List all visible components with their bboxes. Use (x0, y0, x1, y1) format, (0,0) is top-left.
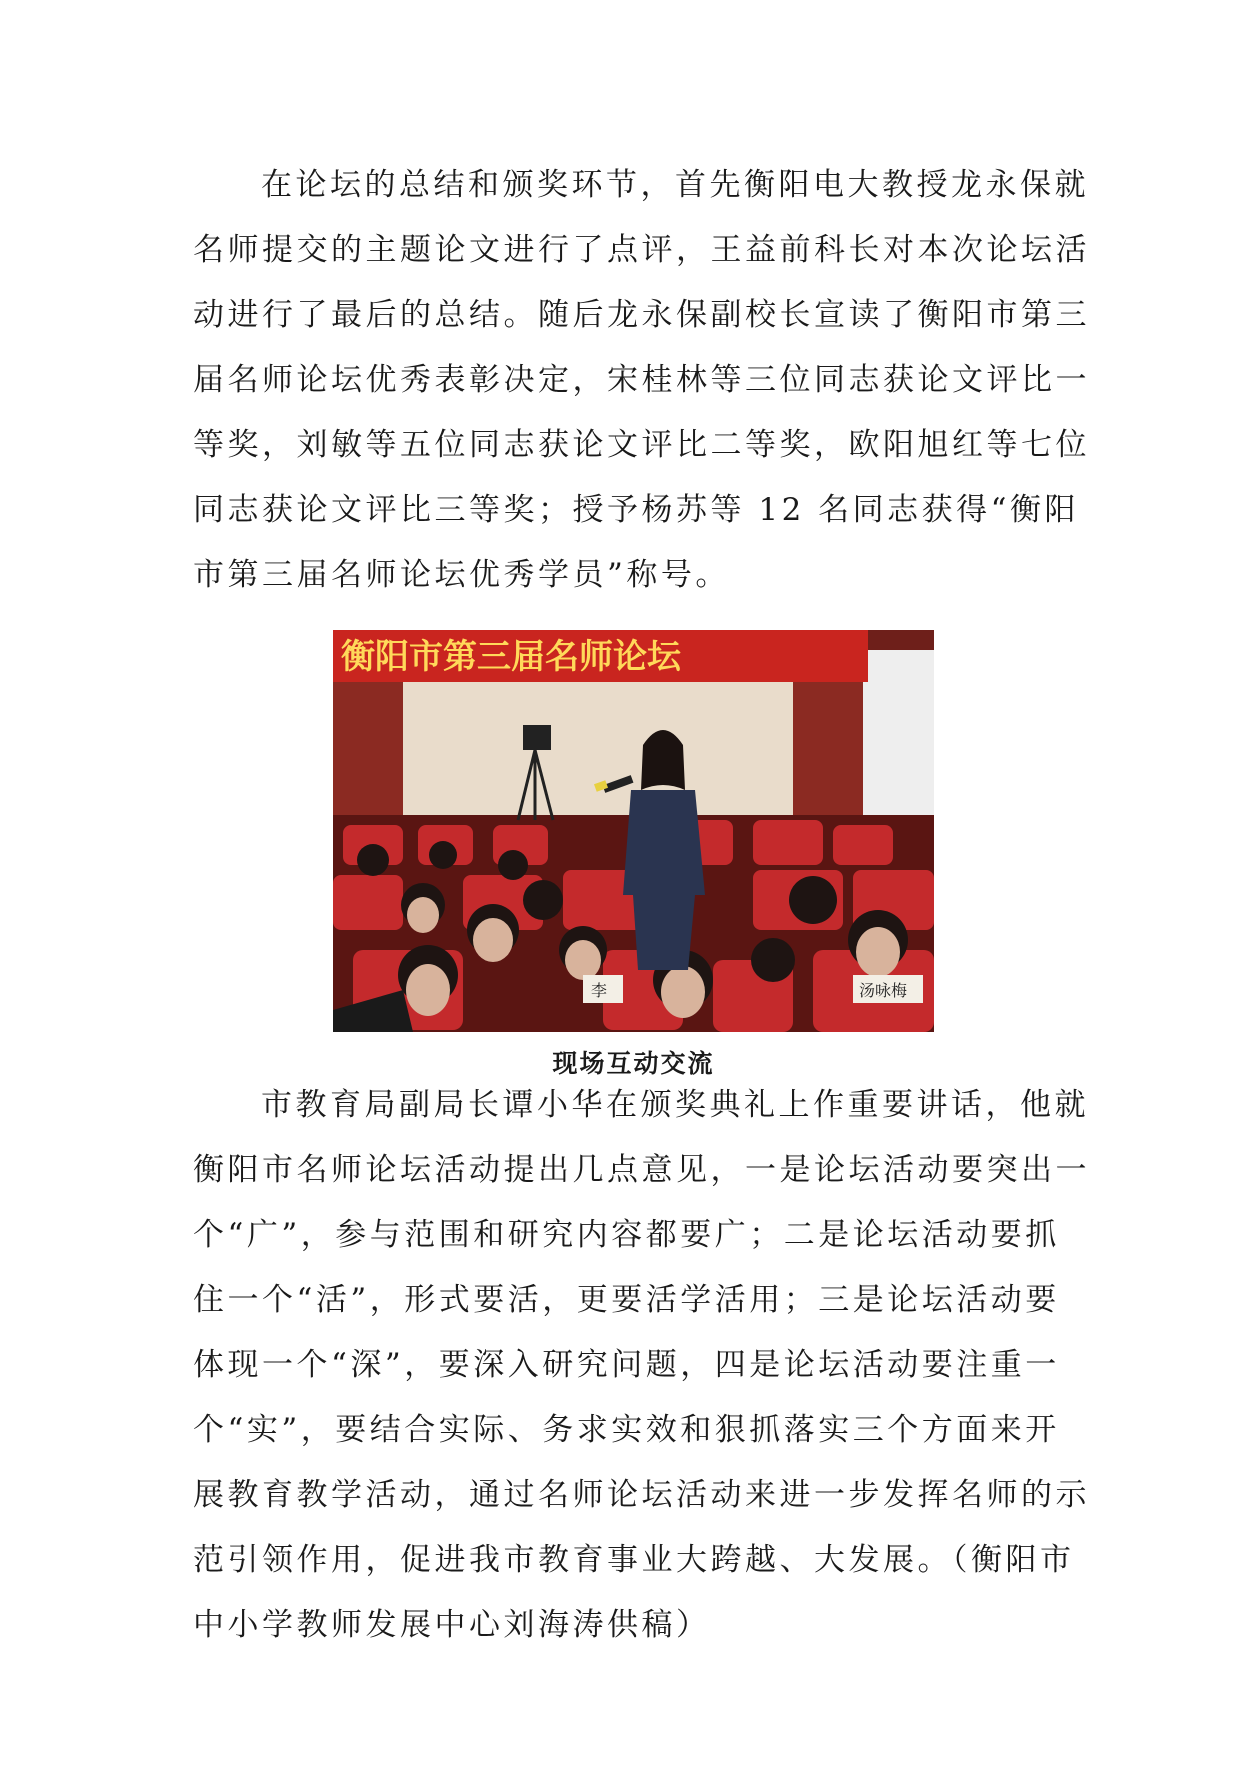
photo-caption: 现场互动交流 (552, 1049, 715, 1078)
seat-label: 李 (591, 981, 608, 1000)
text-line: 届名师论坛优秀表彰决定，宋桂林等三位同志获论文评比一 (193, 362, 1090, 398)
text-line: 范引领作用，促进我市教育事业大跨越、大发展。（衡阳市 (193, 1542, 1075, 1578)
text-line: 名师提交的主题论文进行了点评，王益前科长对本次论坛活 (193, 232, 1090, 268)
text-line: 体现一个“深”，要深入研究问题，四是论坛活动要注重一 (193, 1347, 1060, 1383)
text-line: 个“实”，要结合实际、务求实效和狠抓落实三个方面来开 (193, 1412, 1060, 1448)
text-line: 个“广”，参与范围和研究内容都要广；二是论坛活动要抓 (193, 1217, 1060, 1253)
text-line: 同志获论文评比三等奖；授予杨苏等 12 名同志获得“衡阳 (193, 492, 1079, 528)
text-line: 市教育局副局长谭小华在颁奖典礼上作重要讲话，他就 (261, 1087, 1089, 1123)
text-line: 等奖，刘敏等五位同志获论文评比二等奖，欧阳旭红等七位 (193, 427, 1090, 463)
paragraph-speech (193, 1073, 1090, 1658)
text-line: 动进行了最后的总结。随后龙永保副校长宣读了衡阳市第三 (193, 297, 1090, 333)
banner-text: 衡阳市第三届名师论坛 (341, 637, 681, 677)
event-photo (333, 630, 934, 1032)
text-line: 衡阳市名师论坛活动提出几点意见，一是论坛活动要突出一 (193, 1152, 1090, 1188)
text-line: 市第三届名师论坛优秀学员”称号。 (193, 557, 730, 593)
text-line: 中小学教师发展中心刘海涛供稿） (193, 1607, 711, 1643)
paragraph-award-summary (193, 153, 1090, 608)
text-line: 在论坛的总结和颁奖环节，首先衡阳电大教授龙永保就 (261, 167, 1089, 203)
text-line: 住一个“活”，形式要活，更要活学活用；三是论坛活动要 (193, 1282, 1060, 1318)
seat-label: 汤咏梅 (859, 981, 908, 1000)
text-line: 展教育教学活动，通过名师论坛活动来进一步发挥名师的示 (193, 1477, 1090, 1513)
